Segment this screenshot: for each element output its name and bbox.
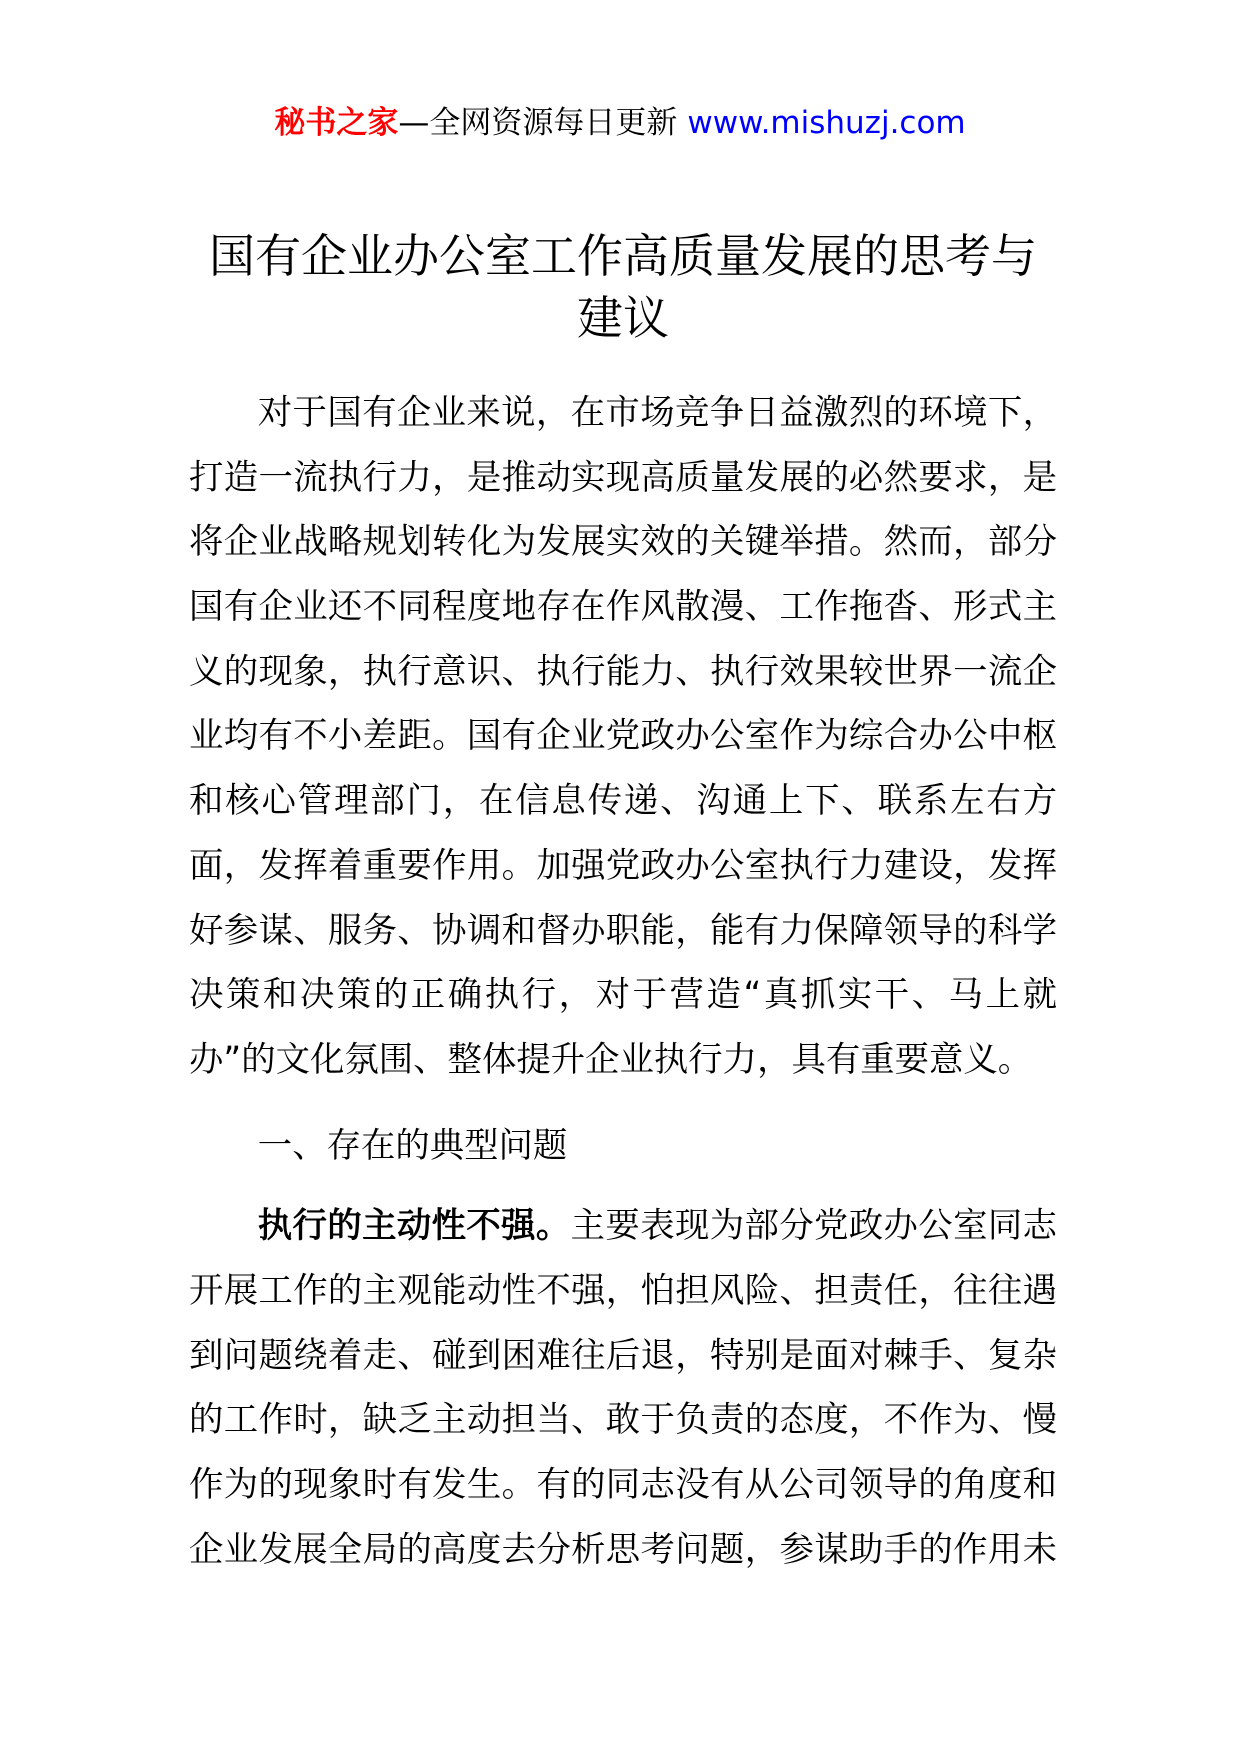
section-heading: 一、存在的典型问题 bbox=[257, 1125, 568, 1166]
point-line: 的工作时，缺乏主动担当、敢于负责的态度，不作为、慢 bbox=[189, 1400, 1057, 1441]
intro-line: 决策和决策的正确执行，对于营造“真抓实干、马上就 bbox=[189, 975, 1057, 1016]
page-header bbox=[0, 103, 1240, 143]
intro-line: 国有企业还不同程度地存在作风散漫、工作拖沓、形式主 bbox=[189, 587, 1057, 628]
intro-line: 义的现象，执行意识、执行能力、执行效果较世界一流企 bbox=[189, 651, 1057, 692]
point-line: 作为的现象时有发生。有的同志没有从公司领导的角度和 bbox=[189, 1465, 1057, 1505]
intro-line: 打造一流执行力，是推动实现高质量发展的必然要求，是 bbox=[189, 457, 1057, 498]
point-line: 企业发展全局的高度去分析思考问题，参谋助手的作用未 bbox=[189, 1529, 1057, 1570]
document-body bbox=[189, 381, 1057, 1582]
title-line: 国有企业办公室工作高质量发展的思考与 bbox=[209, 229, 1037, 283]
intro-line: 对于国有企业来说，在市场竞争日益激烈的环境下， bbox=[257, 393, 1057, 433]
point-line bbox=[189, 1194, 1057, 1259]
point-paragraph bbox=[189, 1194, 1057, 1582]
header-url: www.mishuzj.com bbox=[687, 105, 966, 141]
document-title bbox=[189, 225, 1057, 349]
brand-name: 秘书之家 bbox=[274, 105, 399, 141]
point-line: 开展工作的主观能动性不强，怕担风险、担责任，往往遇 bbox=[189, 1270, 1057, 1311]
intro-line: 将企业战略规划转化为发展实效的关键举措。然而，部分 bbox=[189, 522, 1057, 563]
intro-line: 业均有不小差距。国有企业党政办公室作为综合办公中枢 bbox=[189, 716, 1057, 757]
intro-line: 和核心管理部门，在信息传递、沟通上下、联系左右方 bbox=[189, 781, 1057, 822]
title-line: 建议 bbox=[577, 291, 669, 345]
intro-line: 好参谋、服务、协调和督办职能，能有力保障领导的科学 bbox=[189, 910, 1057, 951]
intro-line: 面，发挥着重要作用。加强党政办公室执行力建设，发挥 bbox=[189, 845, 1057, 886]
point-line: 到问题绕着走、碰到困难往后退，特别是面对棘手、复杂 bbox=[189, 1335, 1057, 1376]
point-lead: 执行的主动性不强。 bbox=[257, 1206, 571, 1247]
header-tagline: —全网资源每日更新 bbox=[398, 105, 678, 141]
intro-paragraph bbox=[189, 381, 1057, 1093]
intro-line: 办”的文化氛围、整体提升企业执行力，具有重要意义。 bbox=[189, 1039, 1033, 1080]
point-line-text: 主要表现为部分党政办公室同志 bbox=[570, 1206, 1057, 1247]
